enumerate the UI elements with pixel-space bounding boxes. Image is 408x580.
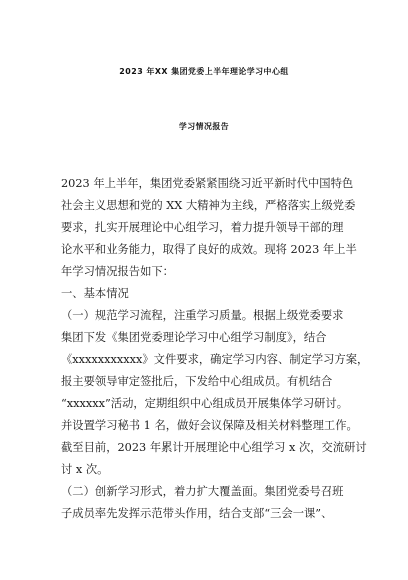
body-line: 2023 年上半年，集团党委紧紧围绕习近平新时代中国特色: [61, 177, 354, 190]
document-title-line-2: 学习情况报告: [178, 122, 230, 131]
body-line: 子成员率先发挥示范带头作用，结合支部“三会一课”、: [61, 507, 333, 520]
body-line: （二）创新学习形式，着力扩大覆盖面。集团党委号召班: [61, 485, 344, 498]
body-line: 集团下发《集团党委理论学习中心组学习制度》，结合: [61, 331, 327, 344]
body-line: 讨 x 次。: [61, 463, 109, 476]
body-line: 要求，扎实开展理论中心组学习，着力提升领导干部的理: [61, 221, 344, 234]
section-heading: 一、基本情况: [61, 287, 129, 300]
body-line: （一）规范学习流程，注重学习质量。根据上级党委要求: [61, 309, 344, 322]
body-line: 报主要领导审定签批后，下发给中心组成员。有机结合: [61, 375, 333, 388]
body-line: 年学习情况报告如下：: [61, 265, 174, 278]
body-line: “xxxxxx”活动，定期组织中心组成员开展集体学习研讨。: [61, 397, 349, 410]
body-line: 论水平和业务能力，取得了良好的成效。现将 2023 年上半: [61, 243, 357, 256]
body-line: 并设置学习秘书 1 名，做好会议保障及相关材料整理工作。: [61, 419, 358, 432]
body-line: 截至目前，2023 年累计开展理论中心组学习 x 次，交流研讨: [61, 441, 367, 454]
body-line: 《xxxxxxxxxxx》文件要求，确定学习内容、制定学习方案，: [61, 353, 369, 366]
document-title-line-1: 2023 年XX 集团党委上半年理论学习中心组: [119, 67, 289, 76]
body-line: 社会主义思想和党的 XX 大精神为主线，严格落实上级党委: [61, 199, 356, 212]
